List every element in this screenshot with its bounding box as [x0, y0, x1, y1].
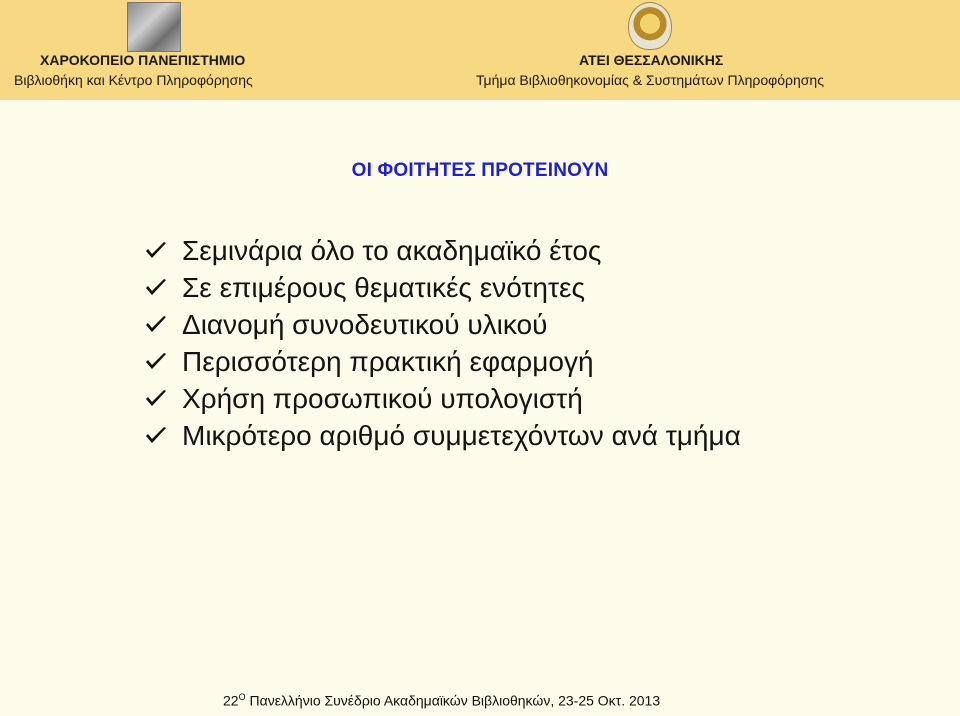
- institution-right-title: ΑΤΕΙ ΘΕΣΣΑΛΟΝΙΚΗΣ: [579, 52, 724, 68]
- checkmark-icon: [144, 352, 168, 372]
- checkmark-icon: [144, 278, 168, 298]
- footer-text: Πανελλήνιο Συνέδριο Ακαδημαϊκών Βιβλιοθηκών, 23-25 Οκτ. 2013: [245, 692, 661, 709]
- slide-title: ΟΙ ΦΟΙΤΗΤΕΣ ΠΡΟΤΕΙΝΟΥΝ: [351, 160, 609, 181]
- checkmark-icon: [144, 389, 168, 409]
- bullet-item: [144, 417, 741, 454]
- header-banner: [0, 0, 960, 100]
- institution-left-title: ΧΑΡΟΚΟΠΕΙΟ ΠΑΝΕΠΙΣΤΗΜΙΟ: [40, 52, 246, 68]
- bullet-text: Περισσότερη πρακτική εφαρμογή: [182, 345, 594, 377]
- bullet-item: [144, 269, 741, 306]
- bullet-text: Μικρότερο αριθμό συμμετεχόντων ανά τμήμα: [182, 419, 741, 451]
- bullet-list: [144, 232, 741, 454]
- bullet-item: [144, 343, 741, 380]
- institution-left-subtitle: Βιβλιοθήκη και Κέντρο Πληροφόρησης: [14, 72, 253, 88]
- bullet-item: [144, 232, 741, 269]
- checkmark-icon: [144, 315, 168, 335]
- checkmark-icon: [144, 241, 168, 261]
- bullet-text: Σε επιμέρους θεματικές ενότητες: [182, 271, 586, 303]
- bullet-text: Σεμινάρια όλο το ακαδημαϊκό έτος: [182, 234, 602, 266]
- checkmark-icon: [144, 426, 168, 446]
- university-logo-icon: [127, 2, 181, 52]
- footer-number: 22: [223, 692, 239, 709]
- footer-conference: [223, 692, 660, 709]
- bullet-text: Διανομή συνοδευτικού υλικού: [182, 308, 548, 340]
- ateith-seal-icon: [628, 2, 672, 50]
- institution-right-subtitle: Τμήμα Βιβλιοθηκονομίας & Συστημάτων Πληροφόρησης: [476, 72, 824, 88]
- bullet-item: [144, 306, 741, 343]
- bullet-item: [144, 380, 741, 417]
- bullet-text: Χρήση προσωπικού υπολογιστή: [182, 382, 583, 414]
- footer-ordinal: Ο: [238, 692, 246, 702]
